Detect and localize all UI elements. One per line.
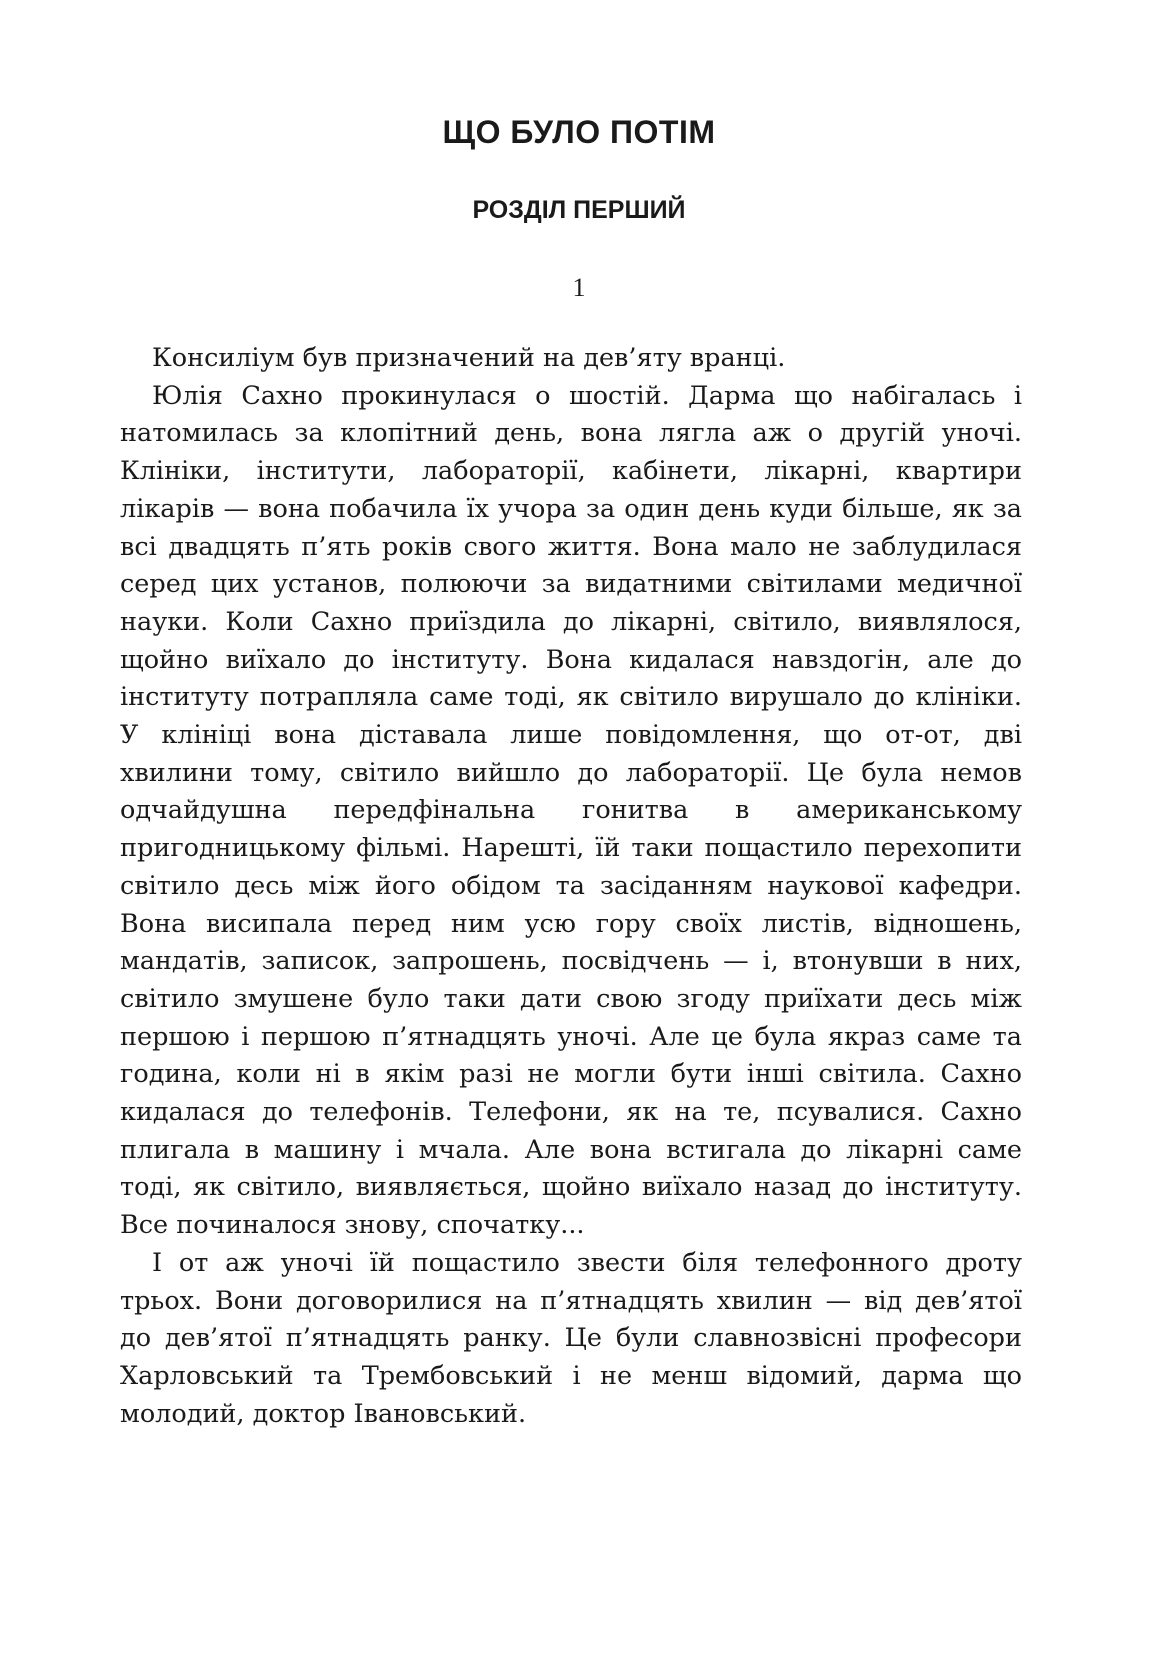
section-number: 1 <box>572 273 586 302</box>
paragraph: Консиліум був призначений на дев’яту вранці. <box>152 343 786 373</box>
document-title: ЩО БУЛО ПОТІМ <box>442 114 716 150</box>
paragraph: Юлія Сахно прокинулася о шостій. Дарма що набігалась і натомилась за клопітний день, вона лягла аж о другій уночі. Клініки, інститути, лабораторії, кабінети, лікарні, квартири лікарів — вона побачила їх учора за один день куди більше, як за всі двадцять п’ять років свого життя. Вона мало не заблудилася серед цих установ, полюючи за видатними світилами медичної науки. Коли Сахно приїздила до лікарні, світило, виявлялося, щойно виїхало до інституту. Вона кидалася навздогін, але до інституту потрапляла саме тоді, як світило вирушало до клініки. У клініці вона діставала лише повідомлення, що от-от, дві хвилини тому, світило вийшло до лабораторії. Це була немов одчайдушна передфінальна гонитва в американському пригодницькому фільмі. Нарешті, їй таки пощастило перехопити світило десь між його обідом та засіданням наукової кафедри. Вона висипала перед ним усю гору своїх листів, відношень, мандатів, записок, запрошень, посвідчень — і, втонувши в них, світило змушене було таки дати свою згоду приїхати десь між першою і першою п’ятнадцять уночі. Але це була якраз саме та година, коли ні в якім разі не могли бути інші світила. Сахно кидалася до телефонів. Телефони, як на те, псувалися. Сахно плигала в машину і мчала. Але вона встигала до лікарні саме тоді, як світило, виявляється, щойно виїхало назад до інституту. Все починалося знову, спочатку... <box>120 380 1022 1241</box>
paragraph: І от аж уночі їй пощастило звести біля телефонного дроту трьох. Вони договорилися на п’ятнадцять хвилин — від дев’ятої до дев’ятої п’ятнадцять ранку. Це були славнозвісні професори Харловський та Трембовський і не менш відомий, дарма що молодий, доктор Івановський. <box>120 1247 1022 1429</box>
chapter-heading: РОЗДІЛ ПЕРШИЙ <box>472 196 686 224</box>
body-text <box>120 340 1022 1433</box>
